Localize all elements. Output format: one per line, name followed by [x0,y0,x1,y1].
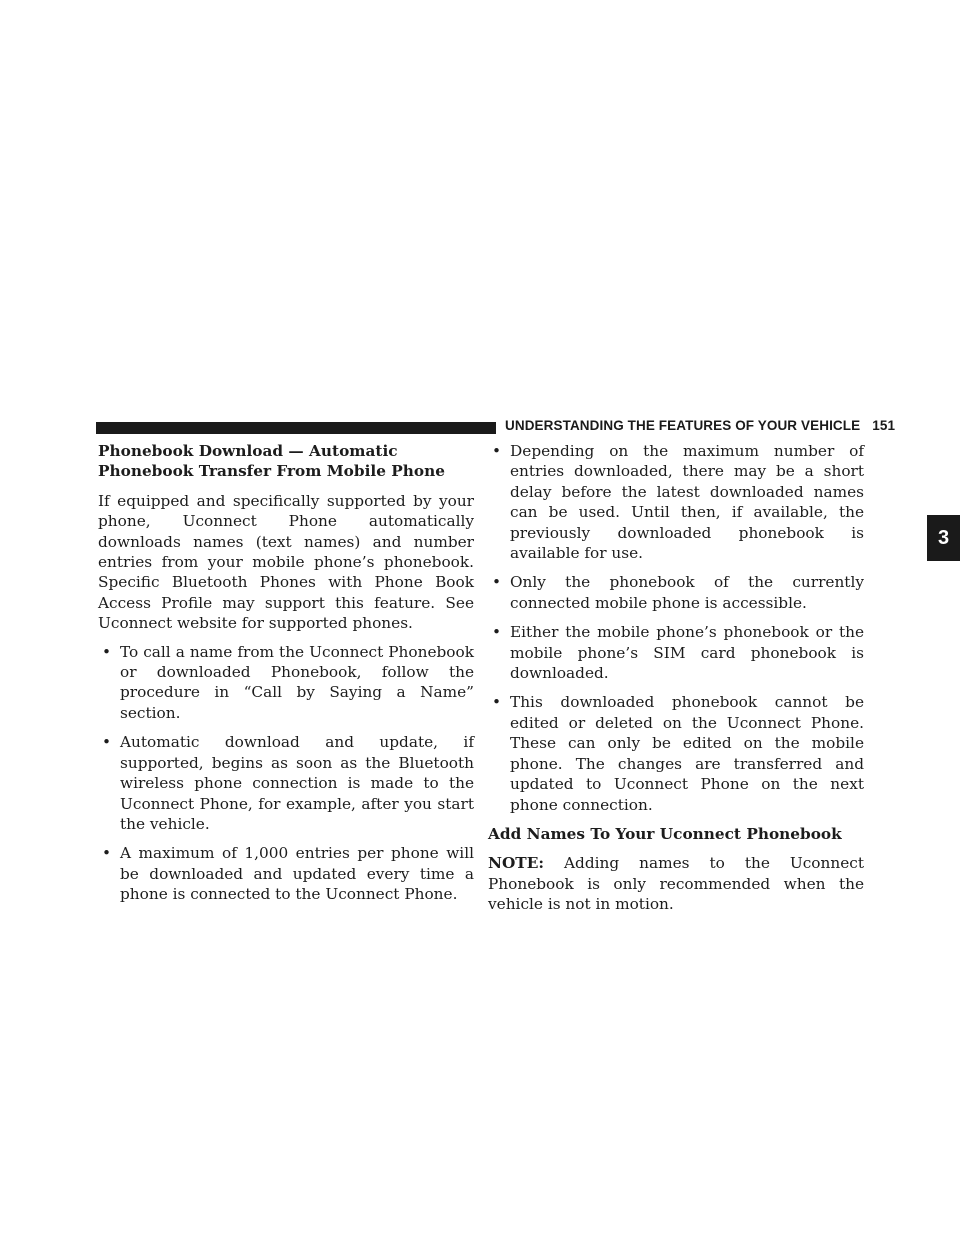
header-rule [96,422,496,434]
section-heading-phonebook-download: Phonebook Download — Automatic Phonebook Transfer From Mobile Phone [98,442,445,481]
note-paragraph [488,853,864,914]
right-bullet-list [488,441,864,815]
page-number: 151 [872,418,896,433]
list-item-text: A maximum of 1,000 entries per phone will be downloaded and updated every time a phone is connected to the Uconnect Phone. [120,844,474,904]
list-item [98,843,474,904]
list-item-text: Automatic download and update, if supported, begins as soon as the Bluetooth wireless phone connection is made to the Uconnect Phone, for example, after you start the vehicle. [120,733,474,833]
section-heading-add-names: Add Names To Your Uconnect Phonebook [488,824,842,843]
intro-paragraph: If equipped and specifically supported by your phone, Uconnect Phone automatically downloads names (text names) and number entries from your mobile phone’s phonebook. Specific Bluetooth Phones with Phone Book Access Profile may support this feature. See Uconnect website for supported phones. [98,491,474,633]
bullet-icon: • [102,642,112,661]
list-item-text: This downloaded phonebook cannot be edited or deleted on the Uconnect Phone. These can only be edited on the mobile phone. The changes are transferred and updated to Uconnect Phone on the next phone connection. [510,693,864,814]
right-column [488,441,864,923]
list-item [488,572,864,613]
list-item [98,732,474,834]
bullet-icon: • [102,844,112,863]
chapter-tab: 3 [927,515,960,561]
list-item-text: Only the phonebook of the currently connected mobile phone is accessible. [510,573,864,612]
list-item [98,642,474,724]
bullet-icon: • [492,442,502,460]
list-item [488,441,864,563]
bullet-icon: • [492,623,502,642]
bullet-icon: • [102,733,112,752]
section-title: UNDERSTANDING THE FEATURES OF YOUR VEHICLE [505,418,861,433]
list-item-text: Either the mobile phone’s phonebook or the mobile phone’s SIM card phonebook is downloaded. [510,623,864,683]
list-item-text: Depending on the maximum number of entries downloaded, there may be a short delay before the latest downloaded names can be used. Until then, if available, the previously downloaded phonebook is available for use. [510,442,864,563]
note-label: NOTE: [488,854,544,873]
list-item [488,692,864,814]
bullet-icon: • [492,573,502,592]
list-item-text: To call a name from the Uconnect Phonebook or downloaded Phonebook, follow the procedure in “Call by Saying a Name” section. [120,642,474,722]
list-item [488,622,864,683]
left-column [98,441,474,914]
note-text: Adding names to the Uconnect Phonebook is only recommended when the vehicle is not in motion. [488,854,864,914]
running-header [505,418,895,433]
left-bullet-list [98,642,474,905]
bullet-icon: • [492,693,502,712]
